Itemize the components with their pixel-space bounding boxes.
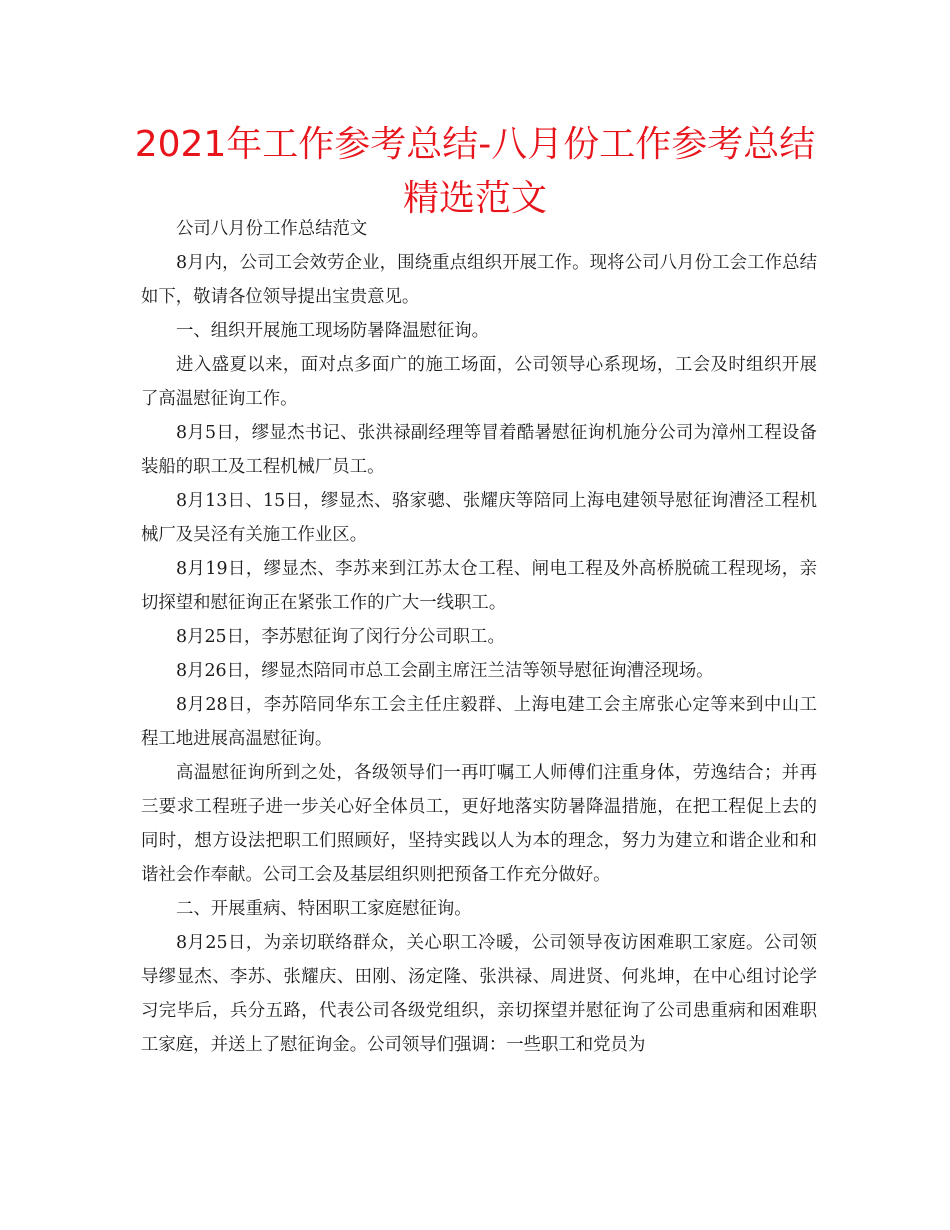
- body-paragraph: 8月25日，为亲切联络群众，关心职工冷暖，公司领导夜访困难职工家庭。公司领导缪显杰、李苏、张耀庆、田刚、汤定隆、张洪禄、周进贤、何兆坤，在中心组讨论学习完毕后，兵分五路，代表公司各级党组织，亲切探望并慰征询了公司患重病和困难职工家庭，并送上了慰征询金。公司领导们强调：一些职工和党员为: [141, 933, 817, 1055]
- body-paragraph: 进入盛夏以来，面对点多面广的施工场面，公司领导心系现场，工会及时组织开展了高温慰征询工作。: [141, 355, 817, 409]
- body-paragraph: 8月5日，缪显杰书记、张洪禄副经理等冒着酷暑慰征询机施分公司为漳州工程设备装船的职工及工程机械厂员工。: [141, 423, 817, 477]
- document-body: [141, 212, 817, 1062]
- body-paragraph: 8月13日、15日，缪显杰、骆家骢、张耀庆等陪同上海电建领导慰征询漕泾工程机械厂及吴泾有关施工作业区。: [141, 491, 817, 545]
- body-paragraph: 公司八月份工作总结范文: [176, 219, 368, 239]
- document-title: 2021年工作参考总结-八月份工作参考总结精选范文: [134, 124, 816, 219]
- body-paragraph: 8月26日，缪显杰陪同市总工会副主席汪兰洁等领导慰征询漕泾现场。: [176, 661, 714, 681]
- body-paragraph: 8月19日，缪显杰、李苏来到江苏太仓工程、闸电工程及外高桥脱硫工程现场，亲切探望和慰征询正在紧张工作的广大一线职工。: [141, 559, 817, 613]
- body-paragraph: 8月内，公司工会效劳企业，围绕重点组织开展工作。现将公司八月份工会工作总结如下，敬请各位领导提出宝贵意见。: [141, 253, 817, 307]
- section-heading: 二、开展重病、特困职工家庭慰征询。: [176, 899, 472, 919]
- body-paragraph: 高温慰征询所到之处，各级领导们一再叮嘱工人师傅们注重身体，劳逸结合；并再三要求工程班子进一步关心好全体员工，更好地落实防暑降温措施，在把工程促上去的同时，想方设法把职工们照顾好，坚持实践以人为本的理念，努力为建立和谐企业和和谐社会作奉献。公司工会及基层组织则把预备工作充分做好。: [141, 763, 817, 885]
- body-paragraph: 8月28日，李苏陪同华东工会主任庄毅群、上海电建工会主席张心定等来到中山工程工地进展高温慰征询。: [141, 695, 817, 749]
- section-heading: 一、组织开展施工现场防暑降温慰征询。: [176, 321, 490, 341]
- body-paragraph: 8月25日，李苏慰征询了闵行分公司职工。: [176, 627, 505, 647]
